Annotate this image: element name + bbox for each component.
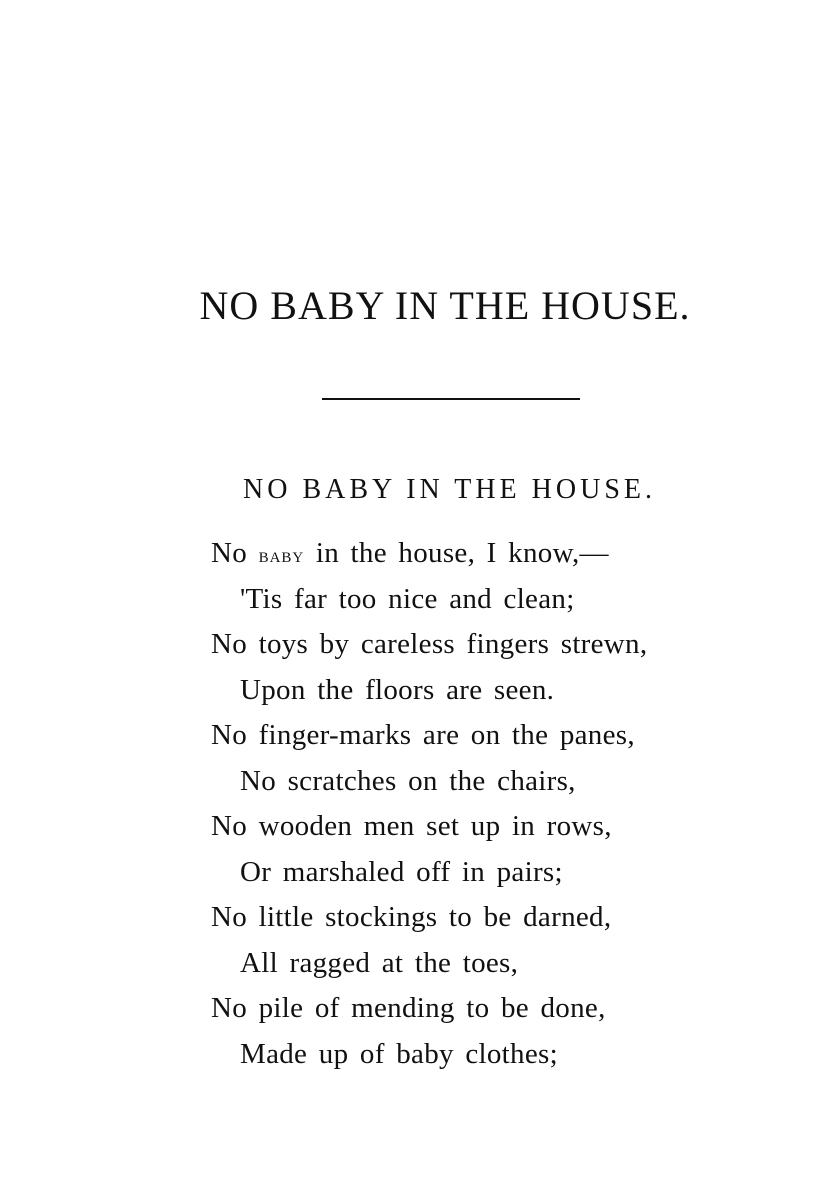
- poem-line-10: All ragged at the toes,: [240, 946, 519, 979]
- poem-line-1-post: in the house, I know,—: [304, 537, 609, 569]
- poem-line-1: [211, 537, 609, 570]
- poem-line-3: No toys by careless fingers strewn,: [211, 628, 648, 660]
- poem-line-11: No pile of mending to be done,: [211, 992, 606, 1024]
- poem-line-1-pre: No: [211, 537, 259, 569]
- poem-line-8: Or marshaled off in pairs;: [240, 855, 563, 888]
- page-title: NO BABY IN THE HOUSE.: [199, 283, 691, 328]
- poem-line-4: Upon the floors are seen.: [240, 673, 555, 706]
- poem-line-5: No finger-marks are on the panes,: [211, 719, 635, 751]
- poem-line-1-smallcaps: baby: [258, 542, 305, 567]
- poem-line-6: No scratches on the chairs,: [240, 764, 576, 797]
- poem-line-12: Made up of baby clothes;: [240, 1037, 558, 1070]
- poem-line-7: No wooden men set up in rows,: [211, 810, 612, 842]
- poem-line-2: 'Tis far too nice and clean;: [240, 582, 575, 615]
- poem-line-9: No little stockings to be darned,: [211, 901, 612, 933]
- title-divider: [322, 398, 580, 400]
- poem-heading: NO BABY IN THE HOUSE.: [243, 474, 656, 505]
